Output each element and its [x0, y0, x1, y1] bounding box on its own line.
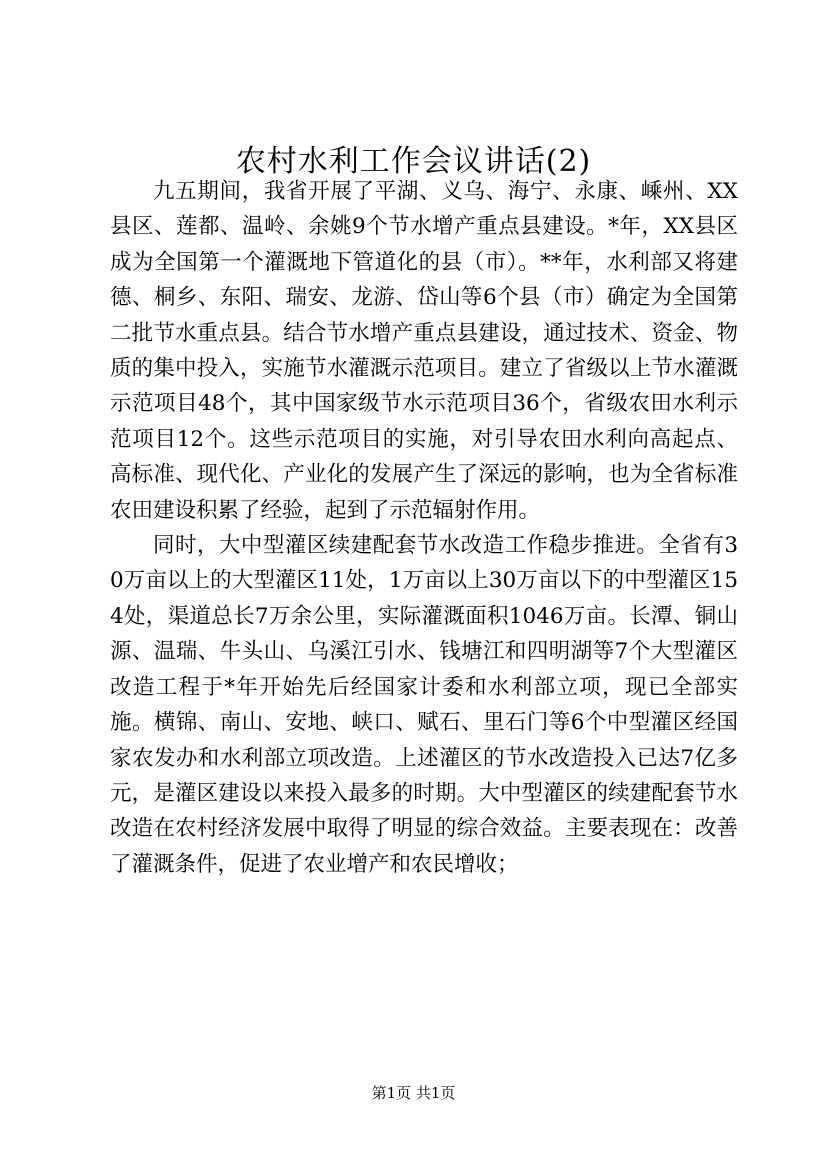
page-footer: 第1页 共1页 [371, 1084, 456, 1102]
document-title: 农村水利工作会议讲话(2) [235, 144, 592, 179]
paragraph-1: 九五期间，我省开展了平湖、义乌、海宁、永康、嵊州、XX县区、莲都、温岭、余姚9个节水增产重点县建设。*年，XX县区成为全国第一个灌溉地下管道化的县（市）。**年，水利部又将建德、桐乡、东阳、瑞安、龙游、岱山等6个县（市）确定为全国第二批节水重点县。结合节水增产重点县建设，通过技术、资金、物质的集中投入，实施节水灌溉示范项目。建立了省级以上节水灌溉示范项目48个，其中国家级节水示范项目36个，省级农田水利示范项目12个。这些示范项目的实施，对引导农田水利向高起点、高标准、现代化、产业化的发展产生了深远的影响，也为全省标准农田建设积累了经验，起到了示范辐射作用。 [110, 179, 738, 523]
paragraph-2: 同时，大中型灌区续建配套节水改造工作稳步推进。全省有30万亩以上的大型灌区11处，1万亩以上30万亩以下的中型灌区154处，渠道总长7万余公里，实际灌溉面积1046万亩。长潭、铜山源、温瑞、牛头山、乌溪江引水、钱塘江和四明湖等7个大型灌区改造工程于*年开始先后经国家计委和水利部立项，现已全部实施。横锦、南山、安地、峡口、赋石、里石门等6个中型灌区经国家农发办和水利部立项改造。上述灌区的节水改造投入已达7亿多元，是灌区建设以来投入最多的时期。大中型灌区的续建配套节水改造在农村经济发展中取得了明显的综合效益。主要表现在：改善了灌溉条件，促进了农业增产和农民增收； [110, 533, 738, 877]
document-body [110, 174, 738, 882]
